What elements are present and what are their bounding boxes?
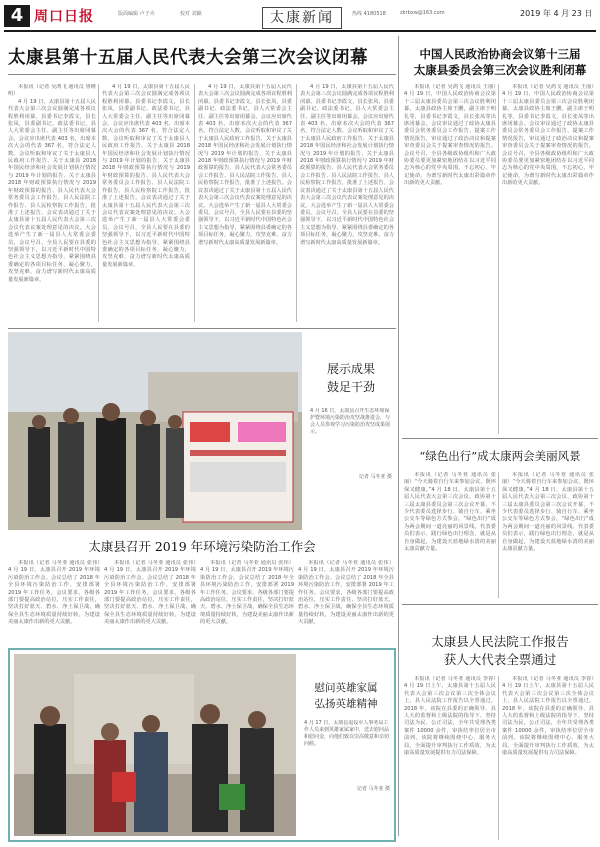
hotline: 热线 4180518 — [352, 11, 386, 17]
section-rule — [8, 328, 396, 329]
main-article-col-4 — [300, 84, 394, 322]
green-article-body-cont: 本报讯（记者 马冬亚 通讯员 张丽）“今天骑着自行车来参加会议，既环保又健康。”4 月 18 日，太康县第十五届人民代表大会第三次会议、政协第十三届太康县委员会第三次会议开幕，不少代表委员选择步行、骑自行车、乘坐公交车等绿色方式参会，“绿色出行”成为两会期间一道亮丽的风景线。代表委员们表示，践行绿色出行理念，就是从自身做起，为建设天蓝地绿水清的美丽太康贡献力量。 — [502, 472, 594, 553]
green-travel-headline: “绿色出行”成太康两会美丽风景 — [419, 449, 581, 463]
column-divider — [194, 84, 195, 322]
cppcc-article-col-1 — [404, 84, 496, 434]
section-rule — [402, 438, 598, 439]
environment-article-col-1 — [8, 560, 100, 640]
column-divider — [498, 676, 499, 840]
environment-headline: 太康县召开 2019 年环境污染防治工作会 — [88, 539, 316, 554]
column-divider — [498, 84, 499, 434]
page-number: 4 — [4, 5, 30, 27]
cppcc-article-body: 本报讯（记者 吴鸿飞 通讯员 王丽）4 月 19 日，中国人民政治协商会议第十三届太康县委员会第三次会议胜利闭幕。太康县政协主席王鹏，副主席于明礼等，县委书记李霞文，县长张凤等出席闭幕会。会议审议通过了政协太康县委员会常务委员会工作报告、提案工作情况报告，审议通过了政治决议和提案审查委员会关于提案审查情况的报告。会议号召，全县各级政协组织和广大政协委员要更加紧密地团结在以习近平同志为核心的党中央周围，不忘初心、牢记使命，为谱写新时代太康出彩篇章作出新的更大贡献。 — [404, 84, 496, 187]
issue-date: 2019 年 4 月 23 日 — [520, 9, 593, 18]
main-article-body: 4 月 19 日，太康县第十五届人民代表大会第三次会议圆满完成各项议程胜利闭幕。县委书记李霞文，县长张凤，县委副书记、政法委书记，县人大常委会主任、副主任等出席闭幕会。会议应出席代表 403 名，出席本次大会的代表 367 名，符合法定人数。会议听取和审议了关于太康县人民政府工作报告、关于太康县 2018 年国民经济和社会发展计划执行情况与 2019 年计划的报告、关于太康县 2018 年财政预算执行情况与 2019 年财政预算的报告、县人民代表大会常务委员会工作报告、县人民法院工作报告、县人民检察院工作报告，批准了上述报告。会议表决通过了关于太康县第十五届人民代表大会第三次会议代表议案处理意见的决议。大会选举产生了新一届县人大常委会委员。会议号召，全县人民要在县委的坚强领导下，以习近平新时代中国特色社会主义思想为指导，紧紧围绕县委确定的各项目标任务，凝心聚力，攻坚克难，奋力谱写新时代太康高质量发展新篇章。 — [8, 98, 96, 283]
hero-title-line1: 慰问英雄家属 — [314, 682, 378, 694]
page-divider — [398, 36, 399, 836]
environment-article-body: 本报讯（记者 马冬亚 通讯员 张伟）4 月 19 日，太康县召开 2019 年环境污染防治工作会。会议总结了 2018 年全县环境污染防治工作，安排部署 2019 年工作任务。会议要求，各级各部门要提高政治站位，压实工作责任，坚决打好蓝天、碧水、净土保卫战，确保全县生态环境质量持续好转，为建设美丽太康作出新的更大贡献。 — [8, 560, 100, 626]
main-headline: 太康县第十五届人民代表大会第三次会议闭幕 — [8, 48, 368, 68]
newspaper-logo: 周口日报 — [34, 9, 94, 25]
exhibition-photo-illustration — [8, 332, 302, 530]
exhibition-photo — [8, 332, 302, 530]
editor-info: 版面编辑 卢子卉 — [118, 11, 155, 17]
exhibition-title-line1: 展示成果 — [326, 362, 375, 376]
hero-photo-illustration — [14, 654, 296, 836]
main-article-col-2 — [102, 84, 190, 322]
court-article-body: 本报讯（记者 马冬亚 通讯员 李春）4 月 19 日上午，太康县第十五届人民代表大会第三次会议第三次全体会议上，县人民法院工作报告以全票通过。2018 年，该院在县委的正确领导、县人大的监督和上级法院的指导下，坚持司法为民、公正司法，全年共受理各类案件 10000 余件，审执结率位居全市前列。该院将继续围绕中心、服务大局，全面提升审判执行工作质效，为太康高质量发展提供有力司法保障。 — [404, 676, 496, 757]
cppcc-headline-line2: 太康县委员会第三次会议胜利闭幕 — [413, 63, 587, 77]
hero-photographer: 记者 马冬亚 摄 — [356, 786, 390, 792]
hero-family-photo — [14, 654, 296, 836]
environment-article-col-4 — [298, 560, 394, 640]
main-article-body-cont: 4 月 19 日，太康县第十五届人民代表大会第三次会议圆满完成各项议程胜利闭幕。县委书记李霞文，县长张凤，县委副书记、政法委书记，县人大常委会主任、副主任等出席闭幕会。会议应出席代表 403 名，出席本次大会的代表 367 名，符合法定人数。会议听取和审议了关于太康县人民政府工作报告、关于太康县 2018 年国民经济和社会发展计划执行情况与 2019 年计划的报告、关于太康县 2018 年财政预算执行情况与 2019 年财政预算的报告、县人民代表大会常务委员会工作报告、县人民法院工作报告、县人民检察院工作报告，批准了上述报告。会议表决通过了关于太康县第十五届人民代表大会第三次会议代表议案处理意见的决议。大会选举产生了新一届县人大常委会委员。会议号召，全县人民要在县委的坚强领导下，以习近平新时代中国特色社会主义思想为指导，紧紧围绕县委确定的各项目标任务，凝心聚力，攻坚克难，奋力谱写新时代太康高质量发展新篇章。 — [102, 84, 190, 268]
main-article-byline: 本报讯（记者 吴鸿飞 通讯员 鲁继明） — [8, 84, 96, 98]
court-headline-line1: 太康县人民法院工作报告 — [431, 634, 569, 649]
environment-article-body-cont: 本报讯（记者 马冬亚 通讯员 张伟）4 月 19 日，太康县召开 2019 年环境污染防治工作会。会议总结了 2018 年全县环境污染防治工作，安排部署 2019 年工作任务。会议要求，各级各部门要提高政治站位，压实工作责任，坚决打好蓝天、碧水、净土保卫战，确保全县生态环境质量持续好转，为建设美丽太康作出新的更大贡献。 — [104, 560, 196, 626]
column-divider — [296, 84, 297, 322]
environment-article-col-3 — [200, 560, 294, 640]
section-title: 太康新闻 — [262, 7, 342, 29]
cppcc-article-col-2 — [502, 84, 594, 434]
section-rule — [402, 604, 598, 605]
main-article-col-1 — [8, 84, 96, 322]
environment-article-col-2 — [104, 560, 196, 640]
email: zkrbxw@163.com — [400, 10, 445, 16]
environment-article-body-cont: 本报讯（记者 马冬亚 通讯员 张伟）4 月 19 日，太康县召开 2019 年环境污染防治工作会。会议总结了 2018 年全县环境污染防治工作，安排部署 2019 年工作任务。会议要求，各级各部门要提高政治站位，压实工作责任，坚决打好蓝天、碧水、净土保卫战，确保全县生态环境质量持续好转，为建设美丽太康作出新的更大贡献。 — [298, 560, 394, 626]
green-article-col-2 — [502, 472, 594, 598]
cppcc-headline-line1: 中国人民政治协商会议第十三届 — [419, 47, 581, 61]
court-headline-line2: 获人大代表全票通过 — [443, 652, 557, 667]
main-article-col-3 — [198, 84, 292, 322]
cppcc-article-body-cont: 本报讯（记者 吴鸿飞 通讯员 王丽）4 月 19 日，中国人民政治协商会议第十三届太康县委员会第三次会议胜利闭幕。太康县政协主席王鹏，副主席于明礼等，县委书记李霞文，县长张凤等出席闭幕会。会议审议通过了政协太康县委员会常务委员会工作报告、提案工作情况报告，审议通过了政治决议和提案审查委员会关于提案审查情况的报告。会议号召，全县各级政协组织和广大政协委员要更加紧密地团结在以习近平同志为核心的党中央周围，不忘初心、牢记使命，为谱写新时代太康出彩篇章作出新的更大贡献。 — [502, 84, 594, 187]
exhibition-photographer: 记者 马冬亚 摄 — [358, 474, 392, 480]
court-article-body-cont: 本报讯（记者 马冬亚 通讯员 李春）4 月 19 日上午，太康县第十五届人民代表大会第三次会议第三次全体会议上，县人民法院工作报告以全票通过。2018 年，该院在县委的正确领导、县人大的监督和上级法院的指导下，坚持司法为民、公正司法，全年共受理各类案件 10000 余件，审执结率位居全市前列。该院将继续围绕中心、服务大局，全面提升审判执行工作质效，为太康高质量发展提供有力司法保障。 — [502, 676, 594, 757]
exhibition-caption: 4 月 16 日，太康县召开生态环境保护暨环境污染防治攻坚战推进会，与会人员参观学习污染防治攻坚成果展示。 — [310, 408, 391, 435]
environment-article-body-cont: 本报讯（记者 马冬亚 通讯员 张伟）4 月 19 日，太康县召开 2019 年环境污染防治工作会。会议总结了 2018 年全县环境污染防治工作，安排部署 2019 年工作任务。会议要求，各级各部门要提高政治站位，压实工作责任，坚决打好蓝天、碧水、净土保卫战，确保全县生态环境质量持续好转，为建设美丽太康作出新的更大贡献。 — [200, 560, 294, 626]
main-article-body-cont: 4 月 19 日，太康县第十五届人民代表大会第三次会议圆满完成各项议程胜利闭幕。县委书记李霞文，县长张凤，县委副书记、政法委书记，县人大常委会主任、副主任等出席闭幕会。会议应出席代表 403 名，出席本次大会的代表 367 名，符合法定人数。会议听取和审议了关于太康县人民政府工作报告、关于太康县 2018 年国民经济和社会发展计划执行情况与 2019 年计划的报告、关于太康县 2018 年财政预算执行情况与 2019 年财政预算的报告、县人民代表大会常务委员会工作报告、县人民法院工作报告、县人民检察院工作报告，批准了上述报告。会议表决通过了关于太康县第十五届人民代表大会第三次会议代表议案处理意见的决议。大会选举产生了新一届县人大常委会委员。会议号召，全县人民要在县委的坚强领导下，以习近平新时代中国特色社会主义思想为指导，紧紧围绕县委确定的各项目标任务，凝心聚力，攻坚克难，奋力谱写新时代太康高质量发展新篇章。 — [300, 84, 394, 246]
column-divider — [98, 84, 99, 322]
green-article-body: 本报讯（记者 马冬亚 通讯员 张丽）“今天骑着自行车来参加会议，既环保又健康。”4 月 18 日，太康县第十五届人民代表大会第三次会议、政协第十三届太康县委员会第三次会议开幕，不少代表委员选择步行、骑自行车、乘坐公交车等绿色方式参会，“绿色出行”成为两会期间一道亮丽的风景线。代表委员们表示，践行绿色出行理念，就是从自身做起，为建设天蓝地绿水清的美丽太康贡献力量。 — [404, 472, 496, 553]
main-article-body-cont: 4 月 19 日，太康县第十五届人民代表大会第三次会议圆满完成各项议程胜利闭幕。县委书记李霞文，县长张凤，县委副书记、政法委书记，县人大常委会主任、副主任等出席闭幕会。会议应出席代表 403 名，出席本次大会的代表 367 名，符合法定人数。会议听取和审议了关于太康县人民政府工作报告、关于太康县 2018 年国民经济和社会发展计划执行情况与 2019 年计划的报告、关于太康县 2018 年财政预算执行情况与 2019 年财政预算的报告、县人民代表大会常务委员会工作报告、县人民法院工作报告、县人民检察院工作报告，批准了上述报告。会议表决通过了关于太康县第十五届人民代表大会第三次会议代表议案处理意见的决议。大会选举产生了新一届县人大常委会委员。会议号召，全县人民要在县委的坚强领导下，以习近平新时代中国特色社会主义思想为指导，紧紧围绕县委确定的各项目标任务，凝心聚力，攻坚克难，奋力谱写新时代太康高质量发展新篇章。 — [198, 84, 292, 246]
green-article-col-1 — [404, 472, 496, 598]
hero-caption: 4 月 17 日，太康县退役军人事务局工作人员来到英雄家属家中，送去慰问品和慰问金，向他们致以崇高敬意和亲切问候。 — [304, 720, 390, 747]
court-article-col-1 — [404, 676, 496, 840]
court-article-col-2 — [502, 676, 594, 840]
headline-rule — [8, 74, 396, 75]
exhibition-title-line2: 鼓足干劲 — [326, 380, 375, 394]
hero-title-line2: 弘扬英雄精神 — [314, 698, 378, 710]
header-rule — [4, 30, 596, 32]
column-divider — [498, 472, 499, 598]
proof-info: 校对 刘颖 — [180, 11, 202, 17]
